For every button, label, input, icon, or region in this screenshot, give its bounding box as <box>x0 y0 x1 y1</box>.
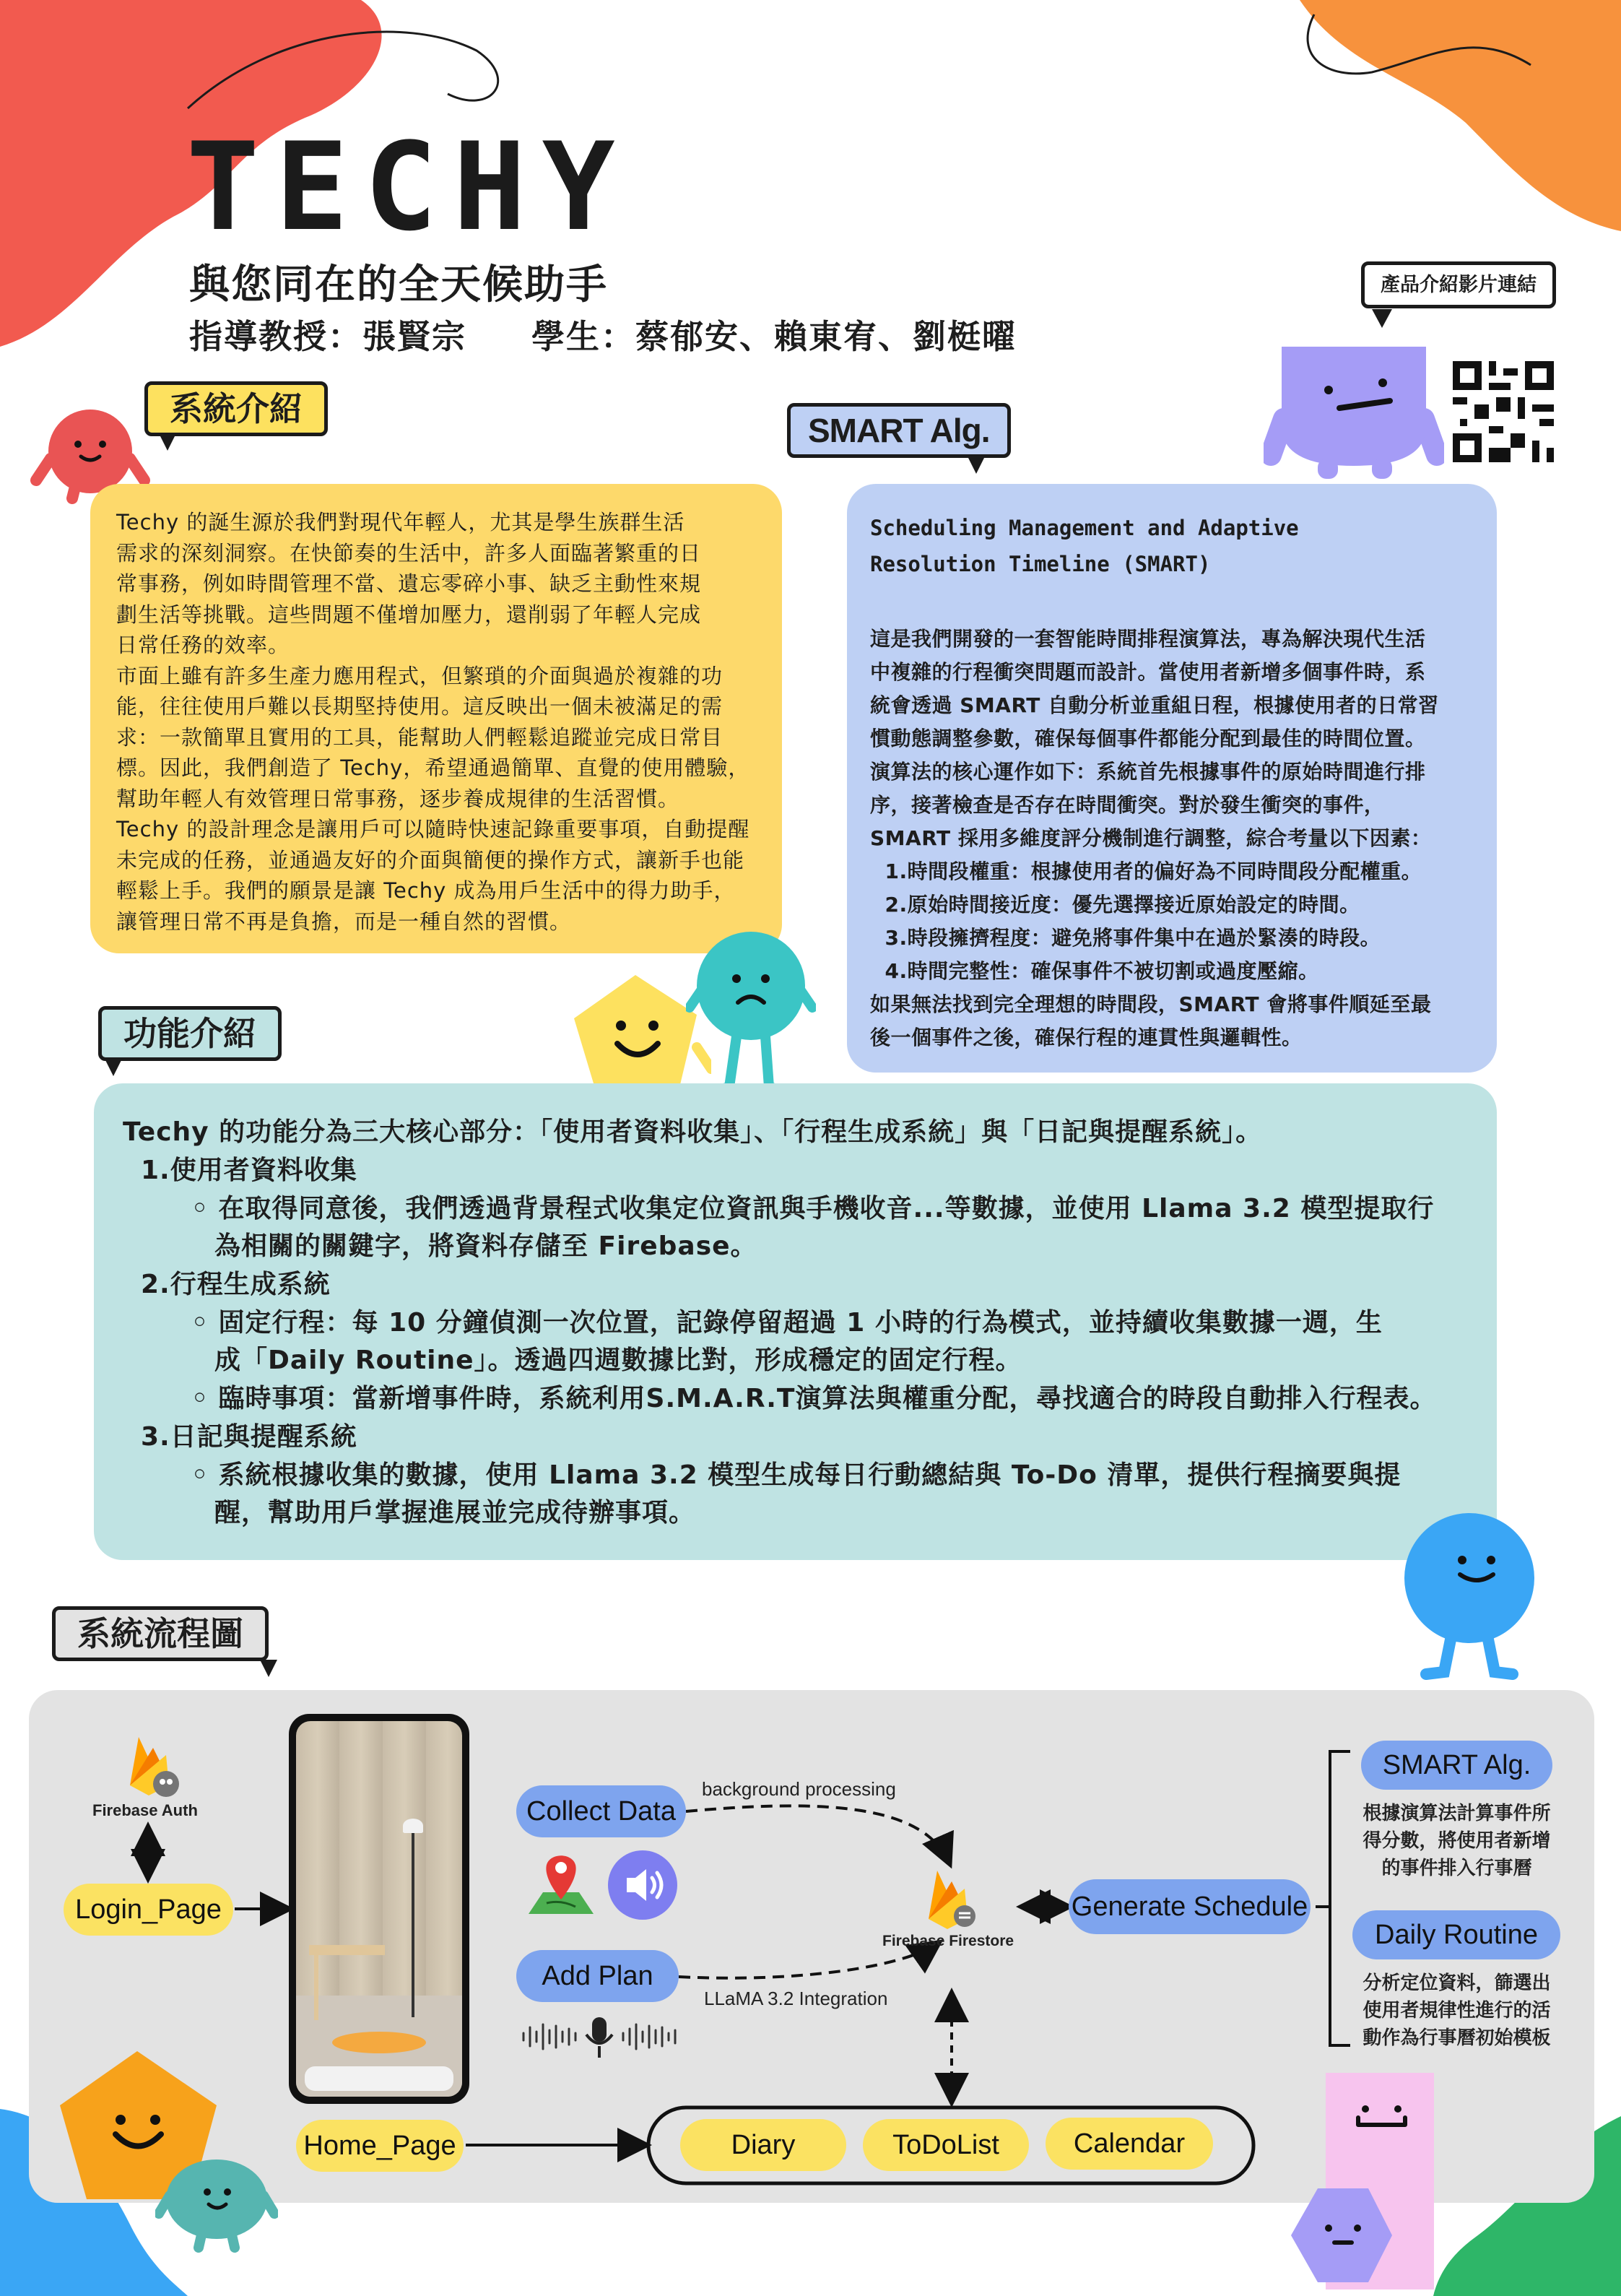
intro-line-14: 讓管理日常不再是負擔，而是一種自然的習慣。 <box>116 909 572 934</box>
smart-line-2: 中複雜的行程衝突問題而設計。當使用者新增多個事件時，系 <box>870 660 1426 684</box>
firebase-firestore-icon <box>923 1867 981 1932</box>
background-processing-label: background processing <box>702 1778 896 1800</box>
section-2-bullet-1b: 成「Daily Routine」。透過四週數據比對，形成穩定的固定行程。 <box>214 1346 1022 1375</box>
intro-line-1: Techy 的誕生源於我們對現代年輕人，尤其是學生族群生活 <box>116 510 685 534</box>
smart-line-7: SMART 採用多維度評分機制進行調整，綜合考量以下因素： <box>870 826 1432 850</box>
firebase-auth-label: Firebase Auth <box>92 1801 198 1819</box>
routine-desc-line-3: 動作為行事曆初始模板 <box>1363 2027 1551 2049</box>
purple-hexagon-mascot <box>1285 2185 1394 2286</box>
section-3-title: 3.日記與提醒系統 <box>141 1422 357 1452</box>
smart-line-10: 3.時段擁擠程度：避免將事件集中在過於緊湊的時段。 <box>870 926 1381 950</box>
smart-tag-label: SMART Alg. <box>808 412 990 449</box>
diary-node[interactable]: Diary <box>680 2119 846 2171</box>
room-table <box>309 1945 385 1955</box>
room-table-leg <box>314 1955 318 2020</box>
speaker-icon <box>607 1849 679 1921</box>
smart-heading-line-2: Resolution Timeline (SMART) <box>870 552 1211 576</box>
generate-schedule-node[interactable]: Generate Schedule <box>1069 1879 1311 1934</box>
home-page-node[interactable]: Home_Page <box>296 2120 464 2172</box>
intro-line-10: 幫助年輕人有效管理日常事務，逐步養成規律的生活習慣。 <box>116 786 680 811</box>
flow-tag-label: 系統流程圖 <box>77 1614 243 1653</box>
section-3-bullet-1a: ◦ 系統根據收集的數據，使用 Llama 3.2 模型生成每日行動總結與 To-Do 清單，提供行程摘要與提 <box>191 1460 1401 1490</box>
section-1-title: 1.使用者資料收集 <box>141 1156 357 1185</box>
routine-desc-line-2: 使用者規律性進行的活 <box>1363 2000 1551 2022</box>
intro-line-6: 市面上雖有許多生產力應用程式，但繁瑣的介面與過於複雜的功 <box>116 663 723 688</box>
room-rug <box>332 2032 426 2053</box>
todolist-node[interactable]: ToDoList <box>863 2119 1029 2171</box>
room-lamp-head <box>403 1819 423 1833</box>
advisor-name: 指導教授：張賢宗 <box>189 317 466 356</box>
smart-line-8: 1.時間段權重：根據使用者的偏好為不同時間段分配權重。 <box>870 859 1422 883</box>
smart-line-9: 2.原始時間接近度：優先選擇接近原始設定的時間。 <box>870 893 1360 917</box>
add-plan-node[interactable]: Add Plan <box>516 1950 679 2002</box>
section-1-bullet-1b: 為相關的關鍵字，將資料存儲至 Firebase。 <box>214 1231 757 1261</box>
microphone-waveform-icon <box>520 2011 679 2062</box>
section-2-bullet-2: ◦ 臨時事項：當新增事件時，系統利用S.M.A.R.T演算法與權重分配，尋找適合的時段自動排入行程表。 <box>191 1384 1437 1413</box>
smart-alg-description <box>1343 1800 1570 1882</box>
smart-desc-line-3: 的事件排入行事曆 <box>1381 1858 1532 1879</box>
smart-line-6: 序，接著檢查是否存在時間衝突。對於發生衝突的事件， <box>870 793 1385 817</box>
map-pin-icon <box>525 1849 597 1921</box>
smart-alg-node[interactable]: SMART Alg. <box>1361 1741 1552 1790</box>
intro-line-7: 能，往往使用戶難以長期堅持使用。這反映出一個未被滿足的需 <box>116 694 723 719</box>
phone-input-bar[interactable] <box>305 2066 453 2091</box>
smart-desc-line-1: 根據演算法計算事件所 <box>1363 1803 1551 1824</box>
smart-line-12: 如果無法找到完全理想的時間段，SMART 會將事件順延至最 <box>870 992 1432 1016</box>
daily-routine-description <box>1343 1970 1570 2052</box>
features-intro: Techy 的功能分為三大核心部分：「使用者資料收集」、「行程生成系統」與「日記與提醒系統」。 <box>123 1117 1263 1147</box>
firebase-auth-icon <box>124 1733 182 1798</box>
smart-line-3: 統會透過 SMART 自動分析並重組日程，根據使用者的日常習 <box>870 693 1439 717</box>
intro-tag-label: 系統介紹 <box>170 389 303 428</box>
daily-routine-node[interactable]: Daily Routine <box>1352 1910 1560 1959</box>
smart-line-4: 慣動態調整參數，確保每個事件都能分配到最佳的時間位置。 <box>870 727 1426 750</box>
smart-line-11: 4.時間完整性：確保事件不被切割或過度壓縮。 <box>870 959 1319 983</box>
collect-data-node[interactable]: Collect Data <box>516 1785 686 1837</box>
section-1-bullet-1a: ◦ 在取得同意後，我們透過背景程式收集定位資訊與手機收音...等數據，並使用 Llama 3.2 模型提取行 <box>191 1194 1435 1223</box>
intro-line-12: 未完成的任務，並通過友好的介面與簡便的操作方式，讓新手也能 <box>116 847 745 872</box>
routine-desc-line-1: 分析定位資料，篩選出 <box>1363 1972 1551 1994</box>
firebase-firestore-label: Firebase Firestore <box>882 1933 1014 1949</box>
techy-logo: TECHY <box>186 116 631 258</box>
intro-line-2: 需求的深刻洞察。在快節奏的生活中，許多人面臨著繁重的日 <box>116 540 702 566</box>
video-link-label: 產品介紹影片連結 <box>1381 274 1537 296</box>
phone-screen <box>296 1721 462 2097</box>
features-tag-label: 功能介紹 <box>123 1014 256 1053</box>
subtitle: 與您同在的全天候助手 <box>189 261 608 308</box>
intro-line-5: 日常任務的效率。 <box>116 633 290 657</box>
login-page-node[interactable]: Login_Page <box>64 1884 233 1936</box>
intro-line-13: 輕鬆上手。我們的願景是讓 Techy 成為用戶生活中的得力助手， <box>116 878 736 903</box>
smart-heading-line-1: Scheduling Management and Adaptive <box>870 516 1299 540</box>
smart-line-5: 演算法的核心運作如下：系統首先根據事件的原始時間進行排 <box>870 760 1426 784</box>
intro-line-9: 標。因此，我們創造了 Techy，希望通過簡單、直覺的使用體驗， <box>116 755 750 780</box>
llama-integration-label: LLaMA 3.2 Integration <box>704 1988 888 2009</box>
small-teal-mascot <box>155 2152 278 2253</box>
section-3-bullet-1b: 醒，幫助用戶掌握進展並完成待辦事項。 <box>214 1498 696 1528</box>
section-2-bullet-1a: ◦ 固定行程：每 10 分鐘偵測一次位置，記錄停留超過 1 小時的行為模式，並持續收集數據一週，生 <box>191 1308 1383 1338</box>
smart-line-1: 這是我們開發的一套智能時間排程演算法，專為解決現代生活 <box>870 627 1426 651</box>
intro-line-3: 常事務，例如時間管理不當、遺忘零碎小事、缺乏主動性來規 <box>116 571 702 596</box>
intro-line-8: 求：一款簡單且實用的工具，能幫助人們輕鬆追蹤並完成日常目 <box>116 724 723 750</box>
intro-line-11: Techy 的設計理念是讓用戶可以隨時快速記錄重要事項，自動提醒 <box>116 817 750 841</box>
student-names: 學生：蔡郁安、賴東宥、劉梃曜 <box>531 317 1017 356</box>
intro-line-4: 劃生活等挑戰。這些問題不僅增加壓力，還削弱了年輕人完成 <box>116 602 702 627</box>
smart-line-13: 後一個事件之後，確保行程的連貫性與邏輯性。 <box>870 1026 1303 1049</box>
smart-desc-line-2: 得分數，將使用者新增 <box>1363 1830 1551 1852</box>
section-2-title: 2.行程生成系統 <box>141 1270 331 1299</box>
calendar-node[interactable]: Calendar <box>1046 2118 1213 2170</box>
room-lamp <box>412 1829 414 2017</box>
phone-mockup <box>289 1714 469 2104</box>
